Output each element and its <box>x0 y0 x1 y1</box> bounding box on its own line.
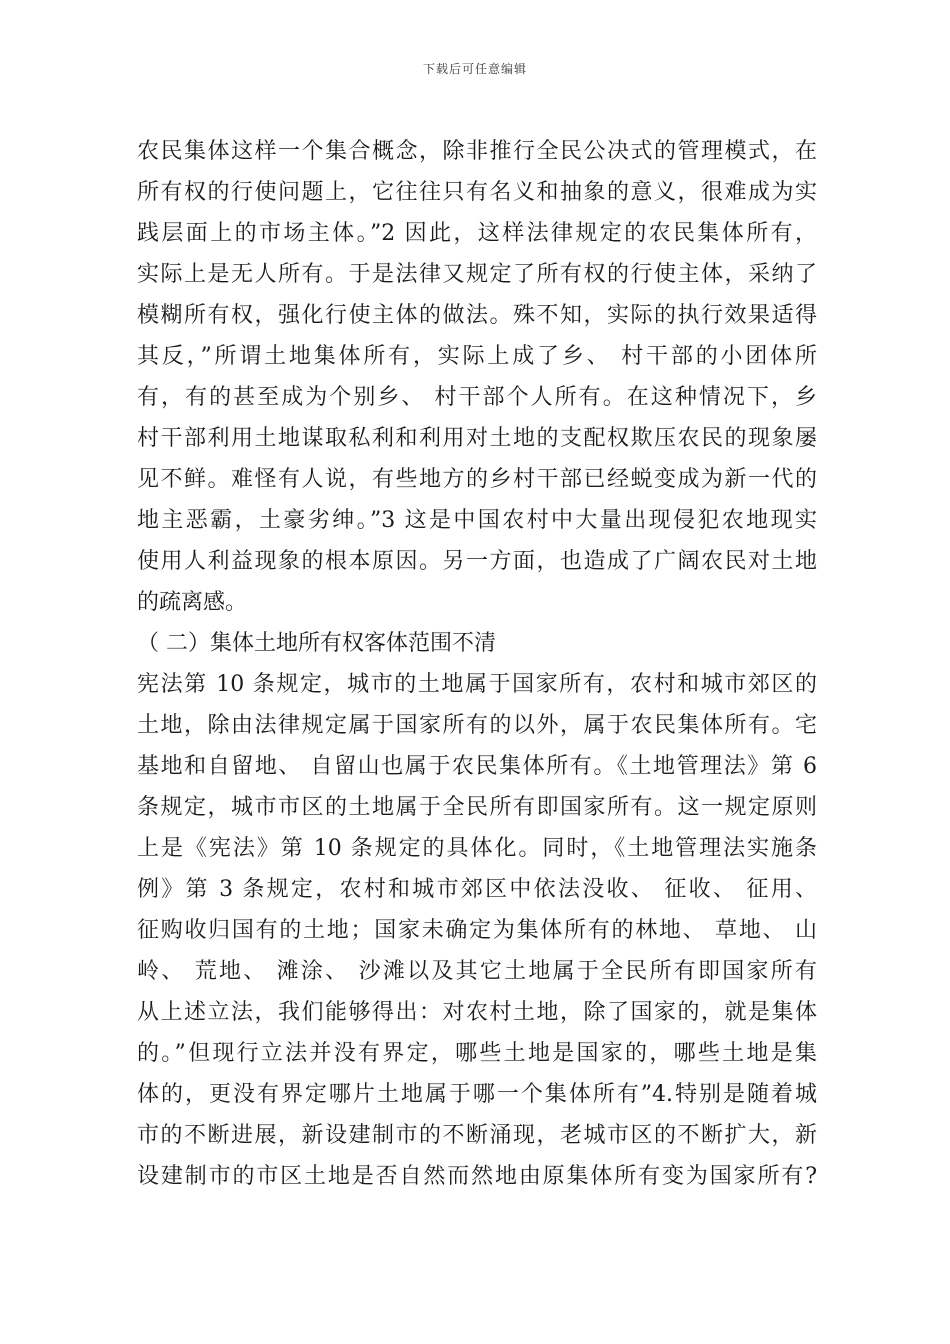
text-line: 例》第 3 条规定，农村和城市郊区中依法没收、 征收、 征用、 <box>137 877 817 902</box>
text-line: 所有权的行使问题上，它往往只有名义和抽象的意义，很难成为实 <box>137 180 817 205</box>
text-line: 基地和自留地、 自留山也属于农民集体所有。《土地管理法》第 6 <box>137 754 817 779</box>
text-line: 条规定，城市市区的土地属于全民所有即国家所有。这一规定原则 <box>137 795 817 820</box>
text-line: 设建制市的市区土地是否自然而然地由原集体所有变为国家所有? <box>137 1164 817 1189</box>
text-line: 实际上是无人所有。于是法律又规定了所有权的行使主体，采纳了 <box>137 262 817 287</box>
text-line: 征购收归国有的土地；国家未确定为集体所有的林地、 草地、 山 <box>137 918 817 943</box>
text-line: 有，有的甚至成为个别乡、 村干部个人所有。在这种情况下，乡 <box>137 385 817 410</box>
section-heading: （ 二）集体土地所有权客体范围不清 <box>137 631 496 656</box>
text-line: 使用人利益现象的根本原因。另一方面，也造成了广阔农民对土地 <box>137 549 817 574</box>
text-line: 践层面上的市场主体。”2 因此，这样法律规定的农民集体所有， <box>137 221 817 246</box>
text-line: 地主恶霸，土豪劣绅。”3 这是中国农村中大量出现侵犯农地现实 <box>137 508 817 533</box>
text-line: 土地，除由法律规定属于国家所有的以外，属于农民集体所有。宅 <box>137 713 817 738</box>
text-line: 体的，更没有界定哪片土地属于哪一个集体所有”4.特别是随着城 <box>137 1082 817 1107</box>
text-line: 从上述立法，我们能够得出：对农村土地，除了国家的，就是集体 <box>137 1000 817 1025</box>
text-line: 宪法第 10 条规定，城市的土地属于国家所有，农村和城市郊区的 <box>137 672 817 697</box>
text-line: 岭、 荒地、 滩涂、 沙滩以及其它土地属于全民所有即国家所有 <box>137 959 817 984</box>
text-line: 市的不断进展，新设建制市的不断涌现，老城市区的不断扩大，新 <box>137 1123 817 1148</box>
page-header: 下载后可任意编辑 <box>422 62 527 76</box>
text-line: 农民集体这样一个集合概念，除非推行全民公决式的管理模式，在 <box>137 139 817 164</box>
text-line: 村干部利用土地谋取私利和利用对土地的支配权欺压农民的现象屡 <box>137 426 817 451</box>
text-line: 模糊所有权，强化行使主体的做法。殊不知，实际的执行效果适得 <box>137 303 817 328</box>
body-text <box>137 131 817 1197</box>
text-line: 上是《宪法》第 10 条规定的具体化。同时，《土地管理法实施条 <box>137 836 817 861</box>
text-line: 的疏离感。 <box>137 590 248 615</box>
text-line: 的。”但现行立法并没有界定，哪些土地是国家的，哪些土地是集 <box>137 1041 817 1066</box>
text-line: 其反，”所谓土地集体所有，实际上成了乡、 村干部的小团体所 <box>137 344 817 369</box>
text-line: 见不鲜。难怪有人说，有些地方的乡村干部已经蜕变成为新一代的 <box>137 467 817 492</box>
